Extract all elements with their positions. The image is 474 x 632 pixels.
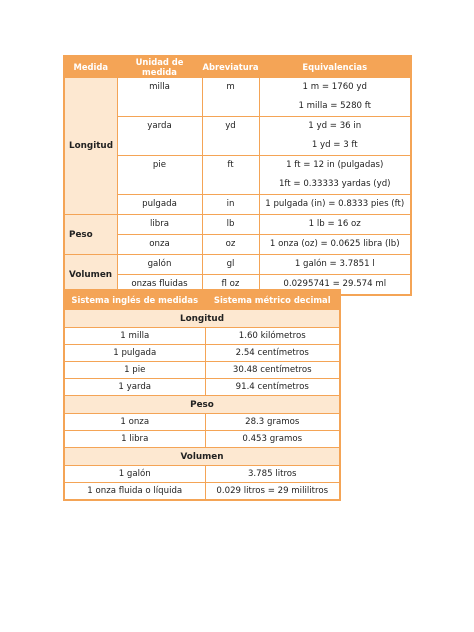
abbr-cell: yd — [202, 117, 259, 156]
equivalence-cell: 1 galón = 3.7851 l — [259, 255, 411, 275]
category-peso: Peso — [64, 215, 117, 255]
conversion-table-header-row — [64, 290, 340, 310]
unit-cell: galón — [117, 255, 202, 275]
metric-unit-cell: 2.54 centímetros — [205, 345, 340, 362]
table-row — [64, 195, 411, 215]
header-abreviatura: Abreviatura — [202, 56, 259, 78]
section-row — [64, 310, 340, 328]
unit-cell: onzas fluidas — [117, 275, 202, 296]
equivalence-cell: 1 lb = 16 oz — [259, 215, 411, 235]
equivalence-cell: 0.0295741 = 29.574 ml — [259, 275, 411, 296]
table-row — [64, 117, 411, 156]
header-sistema-ingles: Sistema inglés de medidas — [64, 290, 205, 310]
category-volumen: Volumen — [64, 255, 117, 296]
units-table — [63, 55, 412, 296]
table-row — [64, 156, 411, 195]
units-table-header-row — [64, 56, 411, 78]
abbr-cell: ft — [202, 156, 259, 195]
table-row — [64, 328, 340, 345]
conversion-table — [63, 289, 341, 501]
table-row — [64, 345, 340, 362]
abbr-cell: gl — [202, 255, 259, 275]
english-unit-cell: 1 libra — [64, 431, 205, 448]
table-row — [64, 466, 340, 483]
abbr-cell: fl oz — [202, 275, 259, 296]
unit-cell: yarda — [117, 117, 202, 156]
unit-cell: milla — [117, 78, 202, 117]
equivalence-cell: 1 ft = 12 in (pulgadas) 1ft = 0.33333 yardas (yd) — [259, 156, 411, 195]
section-row — [64, 396, 340, 414]
english-unit-cell: 1 pie — [64, 362, 205, 379]
table-row — [64, 78, 411, 117]
table-row — [64, 235, 411, 255]
table-row — [64, 414, 340, 431]
equivalence-cell: 1 yd = 36 in 1 yd = 3 ft — [259, 117, 411, 156]
table-row — [64, 255, 411, 275]
table-row — [64, 215, 411, 235]
equivalence-cell: 1 m = 1760 yd 1 milla = 5280 ft — [259, 78, 411, 117]
section-title-peso: Peso — [64, 396, 340, 414]
english-unit-cell: 1 pulgada — [64, 345, 205, 362]
header-medida: Medida — [64, 56, 117, 78]
english-unit-cell: 1 yarda — [64, 379, 205, 396]
abbr-cell: lb — [202, 215, 259, 235]
metric-unit-cell: 0.453 gramos — [205, 431, 340, 448]
abbr-cell: m — [202, 78, 259, 117]
unit-cell: onza — [117, 235, 202, 255]
header-sistema-metrico: Sistema métrico decimal — [205, 290, 340, 310]
unit-cell: libra — [117, 215, 202, 235]
metric-unit-cell: 28.3 gramos — [205, 414, 340, 431]
table-row — [64, 483, 340, 501]
abbr-cell: in — [202, 195, 259, 215]
metric-unit-cell: 3.785 litros — [205, 466, 340, 483]
unit-cell: pie — [117, 156, 202, 195]
english-unit-cell: 1 milla — [64, 328, 205, 345]
abbr-cell: oz — [202, 235, 259, 255]
table-row — [64, 362, 340, 379]
table-row — [64, 431, 340, 448]
metric-unit-cell: 30.48 centímetros — [205, 362, 340, 379]
header-equivalencias: Equivalencias — [259, 56, 411, 78]
equivalence-cell: 1 onza (oz) = 0.0625 libra (lb) — [259, 235, 411, 255]
equivalence-cell: 1 pulgada (in) = 0.8333 pies (ft) — [259, 195, 411, 215]
metric-unit-cell: 0.029 litros = 29 mililitros — [205, 483, 340, 501]
english-unit-cell: 1 onza — [64, 414, 205, 431]
section-title-volumen: Volumen — [64, 448, 340, 466]
section-row — [64, 448, 340, 466]
table-row — [64, 379, 340, 396]
english-unit-cell: 1 onza fluida o líquida — [64, 483, 205, 501]
section-title-longitud: Longitud — [64, 310, 340, 328]
category-longitud: Longitud — [64, 78, 117, 215]
header-unidad: Unidad de medida — [117, 56, 202, 78]
unit-cell: pulgada — [117, 195, 202, 215]
english-unit-cell: 1 galón — [64, 466, 205, 483]
metric-unit-cell: 1.60 kilómetros — [205, 328, 340, 345]
metric-unit-cell: 91.4 centímetros — [205, 379, 340, 396]
